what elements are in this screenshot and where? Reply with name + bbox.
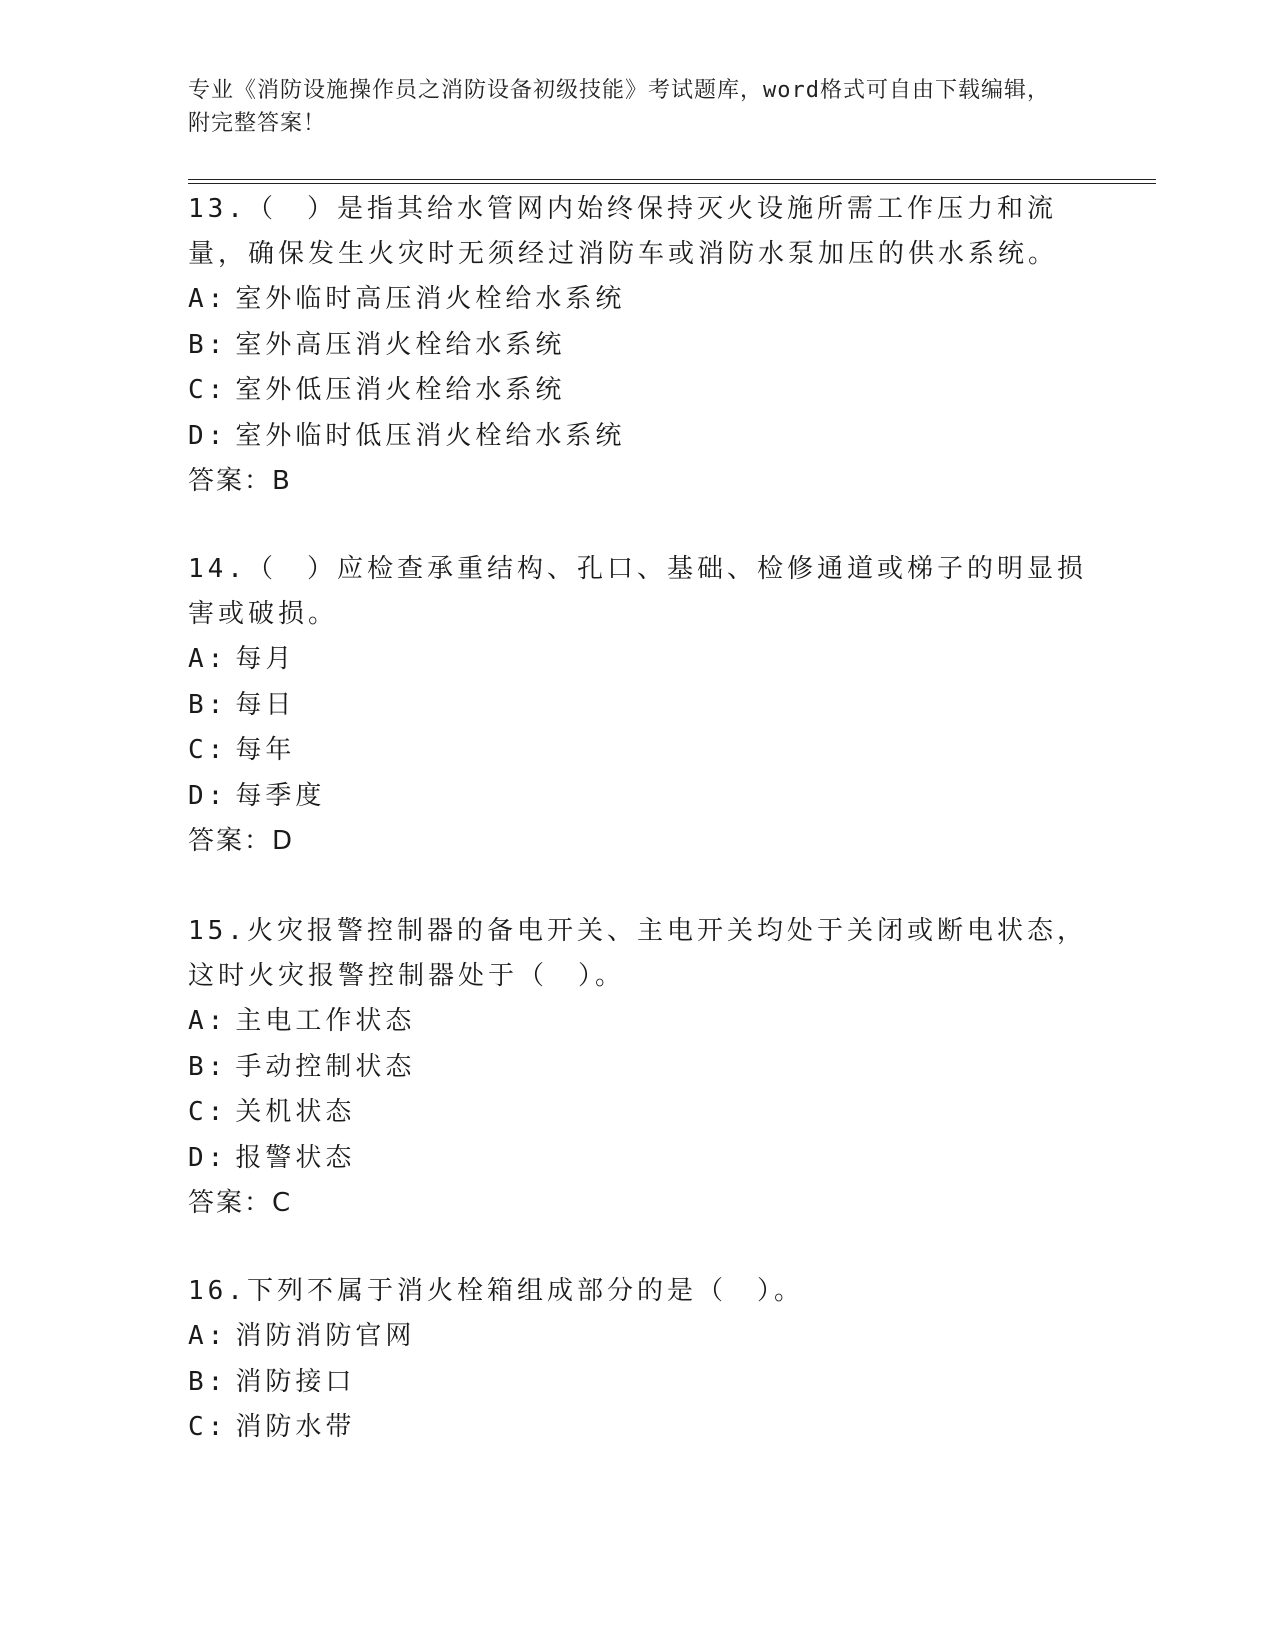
question-stem: 16.下列不属于消火栓箱组成部分的是（ ）。 — [188, 1276, 804, 1306]
header-divider-bottom — [188, 183, 1156, 184]
option-d — [188, 414, 1088, 460]
option-text: 消防水带 — [235, 1412, 356, 1442]
option-text: 消防接口 — [235, 1366, 356, 1397]
document-header: 专业《消防设施操作员之消防设备初级技能》考试题库，word格式可自由下载编辑，附完整答案！ — [188, 78, 1050, 136]
option-key: A: — [188, 1321, 228, 1351]
option-b — [188, 1045, 1088, 1091]
option-a — [188, 999, 1088, 1045]
option-text: 室外低压消火栓给水系统 — [235, 375, 566, 405]
header-divider-top — [188, 179, 1156, 180]
option-key: B: — [188, 1051, 228, 1082]
option-text: 每季度 — [235, 780, 326, 811]
option-d — [188, 774, 1088, 820]
option-text: 主电工作状态 — [235, 1006, 416, 1036]
option-b — [188, 683, 1088, 729]
question-15 — [188, 909, 1088, 1226]
question-16 — [188, 1269, 1088, 1451]
question-14 — [188, 547, 1088, 864]
option-text: 关机状态 — [235, 1097, 356, 1127]
option-c — [188, 1090, 1088, 1136]
option-key: A: — [188, 284, 228, 314]
question-stem: 15.火灾报警控制器的备电开关、主电开关均处于关闭或断电状态，这时火灾报警控制器处于（ ）。 — [188, 916, 1087, 991]
answer-line: 答案：C — [188, 1188, 293, 1218]
option-key: D: — [188, 1142, 228, 1173]
option-text: 报警状态 — [235, 1142, 356, 1173]
option-text: 室外临时低压消火栓给水系统 — [235, 420, 626, 451]
question-stem: 13.（ ）是指其给水管网内始终保持灭火设施所需工作压力和流量，确保发生火灾时无须经过消防车或消防水泵加压的供水系统。 — [188, 194, 1059, 269]
question-13 — [188, 187, 1088, 504]
option-text: 每月 — [235, 644, 296, 674]
option-text: 室外临时高压消火栓给水系统 — [235, 284, 626, 314]
option-key: C: — [188, 735, 228, 765]
option-b — [188, 323, 1088, 369]
option-c — [188, 728, 1088, 774]
option-c — [188, 368, 1088, 414]
option-text: 每日 — [235, 689, 296, 720]
option-key: D: — [188, 780, 228, 811]
option-key: B: — [188, 1366, 228, 1397]
option-key: B: — [188, 329, 228, 360]
option-key: D: — [188, 420, 228, 451]
option-a — [188, 277, 1088, 323]
option-c — [188, 1405, 1088, 1451]
option-key: C: — [188, 1097, 228, 1127]
option-key: C: — [188, 375, 228, 405]
option-key: C: — [188, 1412, 228, 1442]
option-text: 手动控制状态 — [235, 1051, 416, 1082]
option-b — [188, 1360, 1088, 1406]
option-key: A: — [188, 644, 228, 674]
option-a — [188, 637, 1088, 683]
option-d — [188, 1136, 1088, 1182]
option-text: 室外高压消火栓给水系统 — [235, 329, 566, 360]
answer-line: 答案：D — [188, 826, 295, 856]
option-text: 消防消防官网 — [235, 1321, 416, 1351]
answer-line: 答案：B — [188, 466, 292, 496]
option-key: A: — [188, 1006, 228, 1036]
option-key: B: — [188, 689, 228, 720]
option-a — [188, 1314, 1088, 1360]
question-stem: 14.（ ）应检查承重结构、孔口、基础、检修通道或梯子的明显损害或破损。 — [188, 554, 1087, 629]
option-text: 每年 — [235, 735, 296, 765]
